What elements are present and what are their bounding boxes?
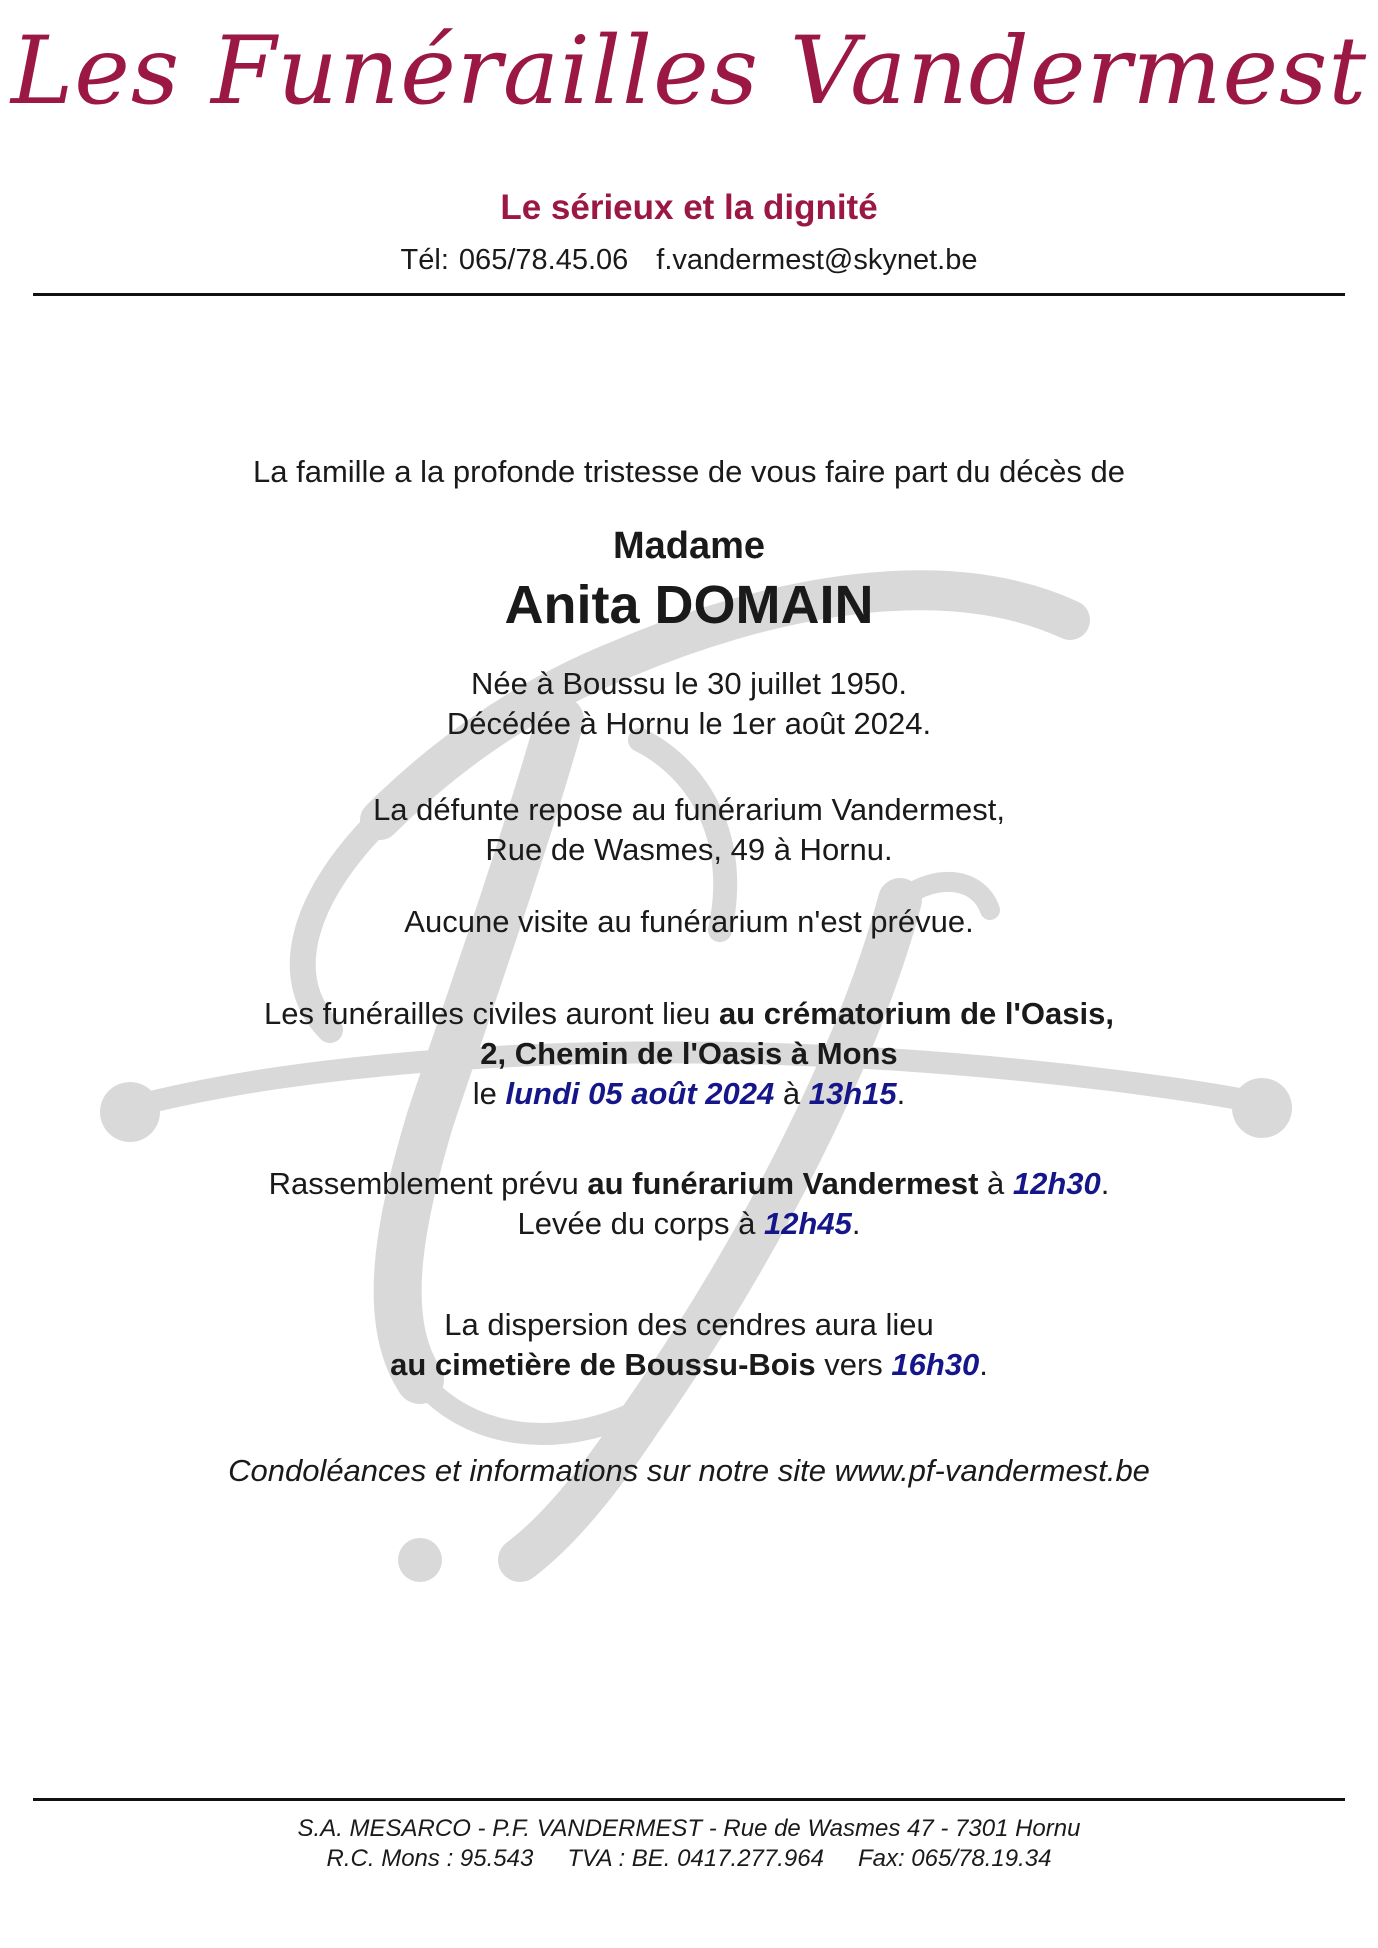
ceremony-place: au crématorium de l'Oasis,	[718, 996, 1114, 1031]
email-address: f.vandermest@skynet.be	[656, 244, 978, 276]
gathering-info	[0, 1164, 1378, 1244]
footer-tva: TVA : BE. 0417.277.964	[567, 1845, 824, 1872]
ceremony-a: à	[774, 1076, 809, 1111]
ceremony-date: lundi 05 août 2024	[505, 1076, 775, 1111]
ceremony-line1	[0, 994, 1378, 1034]
company-name: Les Funérailles Vandermest	[10, 17, 1368, 126]
ceremony-time: 13h15	[808, 1076, 897, 1111]
footer-line1: S.A. MESARCO - P.F. VANDERMEST - Rue de Wasmes 47 - 7301 Hornu	[297, 1815, 1081, 1842]
footer-fax: Fax: 065/78.19.34	[857, 1845, 1052, 1872]
resting-place	[0, 790, 1378, 870]
company-footer	[0, 1814, 1378, 1874]
tagline: Le sérieux et la dignité	[500, 188, 878, 227]
ashes-info	[0, 1305, 1378, 1385]
ceremony-datetime	[0, 1074, 1378, 1114]
announcement-intro: La famille a la profonde tristesse de vous faire part du décès de	[253, 454, 1125, 489]
ashes-vers: vers	[815, 1347, 892, 1382]
gathering-time: 12h30	[1012, 1166, 1101, 1201]
header-divider	[33, 293, 1345, 296]
contact-line	[0, 244, 1378, 277]
ceremony-info	[0, 994, 1378, 1114]
levee-end: .	[851, 1206, 861, 1241]
resting-place-line2: Rue de Wasmes, 49 à Hornu.	[485, 832, 893, 867]
ceremony-le: le	[472, 1076, 506, 1111]
ashes-end: .	[979, 1347, 988, 1382]
ashes-line1: La dispersion des cendres aura lieu	[444, 1307, 934, 1342]
gathering-line	[0, 1164, 1378, 1204]
condolences-note: Condoléances et informations sur notre site www.pf-vandermest.be	[228, 1453, 1150, 1488]
life-dates	[0, 664, 1378, 744]
ceremony-prefix: Les funérailles civiles auront lieu	[264, 996, 719, 1031]
levee-prefix: Levée du corps à	[517, 1206, 764, 1241]
gathering-end: .	[1100, 1166, 1110, 1201]
footer-divider	[33, 1798, 1345, 1801]
birth-info: Née à Boussu le 30 juillet 1950.	[470, 666, 907, 701]
resting-place-line1: La défunte repose au funérarium Vandermest,	[373, 792, 1005, 827]
death-info: Décédée à Hornu le 1er août 2024.	[446, 706, 932, 741]
ceremony-end: .	[896, 1076, 906, 1111]
visit-info: Aucune visite au funérarium n'est prévue.	[404, 904, 974, 939]
gathering-place: au funérarium Vandermest	[587, 1166, 979, 1201]
footer-rc: R.C. Mons : 95.543	[326, 1845, 534, 1872]
gathering-prefix: Rassemblement prévu	[268, 1166, 588, 1201]
gathering-a: à	[978, 1166, 1013, 1201]
ashes-time: 16h30	[891, 1347, 980, 1382]
ashes-line2	[0, 1345, 1378, 1385]
levee-line	[0, 1204, 1378, 1244]
deceased-name: Anita DOMAIN	[504, 575, 874, 635]
footer-line2	[0, 1844, 1378, 1874]
ashes-place: au cimetière de Boussu-Bois	[390, 1347, 816, 1382]
ceremony-address: 2, Chemin de l'Oasis à Mons	[480, 1036, 898, 1071]
phone-number: Tél: 065/78.45.06	[400, 244, 629, 276]
levee-time: 12h45	[763, 1206, 852, 1241]
civility: Madame	[612, 525, 766, 567]
